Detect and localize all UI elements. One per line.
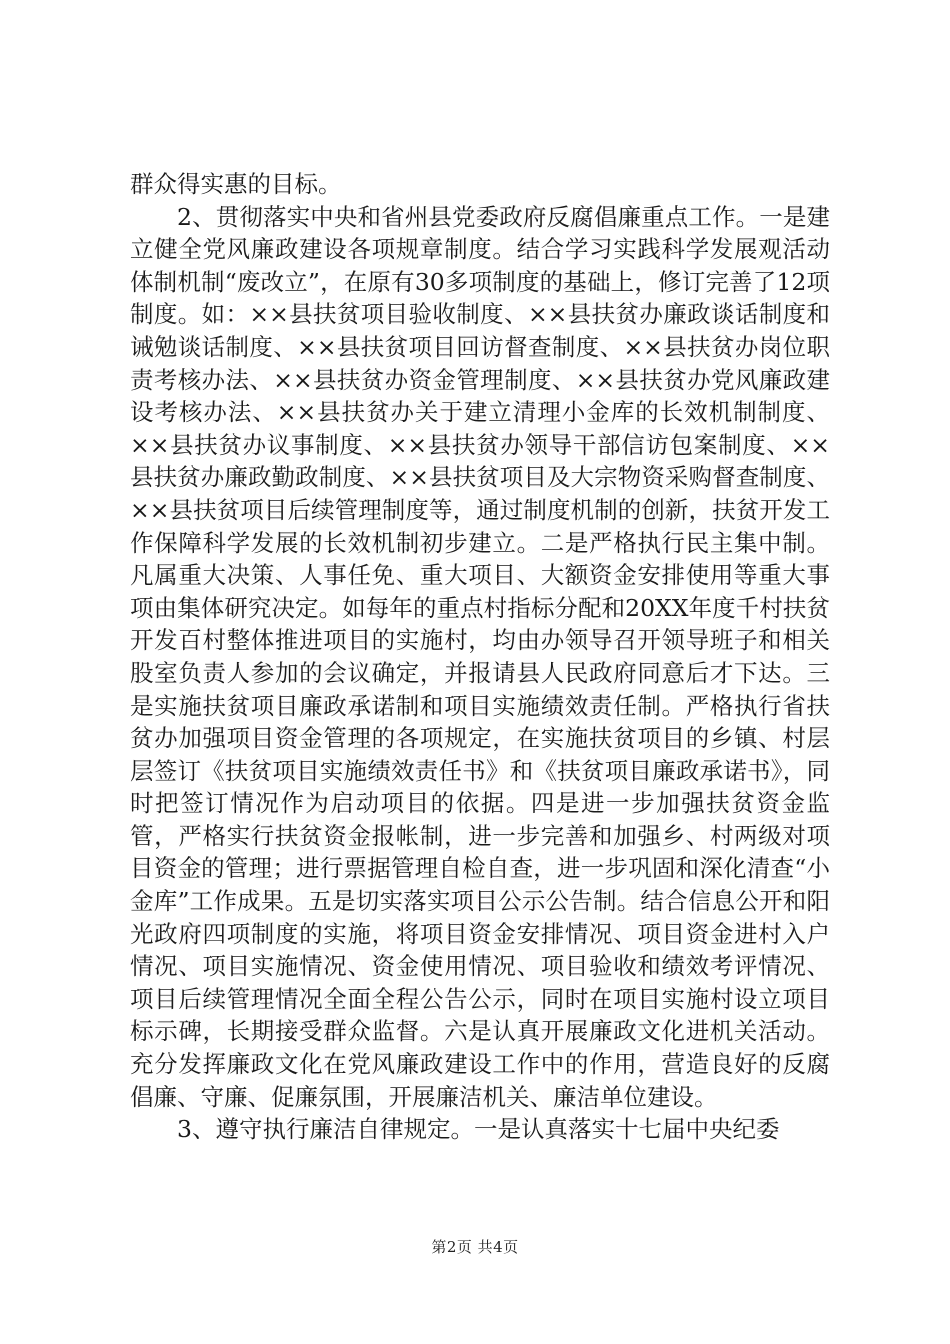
paragraph-item-2: 2、贯彻落实中央和省州县党委政府反腐倡廉重点工作。一是建立健全党风廉政建设各项规章制度。结合学习实践科学发展观活动体制机制“废改立”，在原有30多项制度的基础上，修订完善了12项制度。如：××县扶贫项目验收制度、××县扶贫办廉政谈话制度和诫勉谈话制度、××县扶贫项目回访督查制度、××县扶贫办岗位职责考核办法、××县扶贫办资金管理制度、××县扶贫办党风廉政建设考核办法、××县扶贫办关于建立清理小金库的长效机制制度、××县扶贫办议事制度、××县扶贫办领导干部信访包案制度、××县扶贫办廉政勤政制度、××县扶贫项目及大宗物资采购督查制度、××县扶贫项目后续管理制度等，通过制度机制的创新，扶贫开发工作保障科学发展的长效机制初步建立。二是严格执行民主集中制。凡属重大决策、人事任免、重大项目、大额资金安排使用等重大事项由集体研究决定。如每年的重点村指标分配和20XX年度千村扶贫开发百村整体推进项目的实施村，均由办领导召开领导班子和相关股室负责人参加的会议确定，并报请县人民政府同意后才下达。三是实施扶贫项目廉政承诺制和项目实施绩效责任制。严格执行省扶贫办加强项目资金管理的各项规定，在实施扶贫项目的乡镇、村层层签订《扶贫项目实施绩效责任书》和《扶贫项目廉政承诺书》，同时把签订情况作为启动项目的依据。四是进一步加强扶贫资金监管，严格实行扶贫资金报帐制，进一步完善和加强乡、村两级对项目资金的管理；进行票据管理自检自查，进一步巩固和深化清查“小金库”工作成果。五是切实落实项目公示公告制。结合信息公开和阳光政府四项制度的实施，将项目资金安排情况、项目资金进村入户情况、项目实施情况、资金使用情况、项目验收和绩效考评情况、项目后续管理情况全面全程公告公示，同时在项目实施村设立项目标示碑，长期接受群众监督。六是认真开展廉政文化进机关活动。充分发挥廉政文化在党风廉政建设工作中的作用，营造良好的反腐倡廉、守廉、促廉氛围，开展廉洁机关、廉洁单位建设。 xyxy=(130,202,830,1111)
page-footer: 第2页 共4页 xyxy=(431,1238,519,1256)
paragraph-item-3: 3、遵守执行廉洁自律规定。一是认真落实十七届中央纪委 xyxy=(177,1115,780,1144)
paragraph-continuation: 群众得实惠的目标。 xyxy=(130,170,342,198)
document-body xyxy=(130,168,830,1146)
